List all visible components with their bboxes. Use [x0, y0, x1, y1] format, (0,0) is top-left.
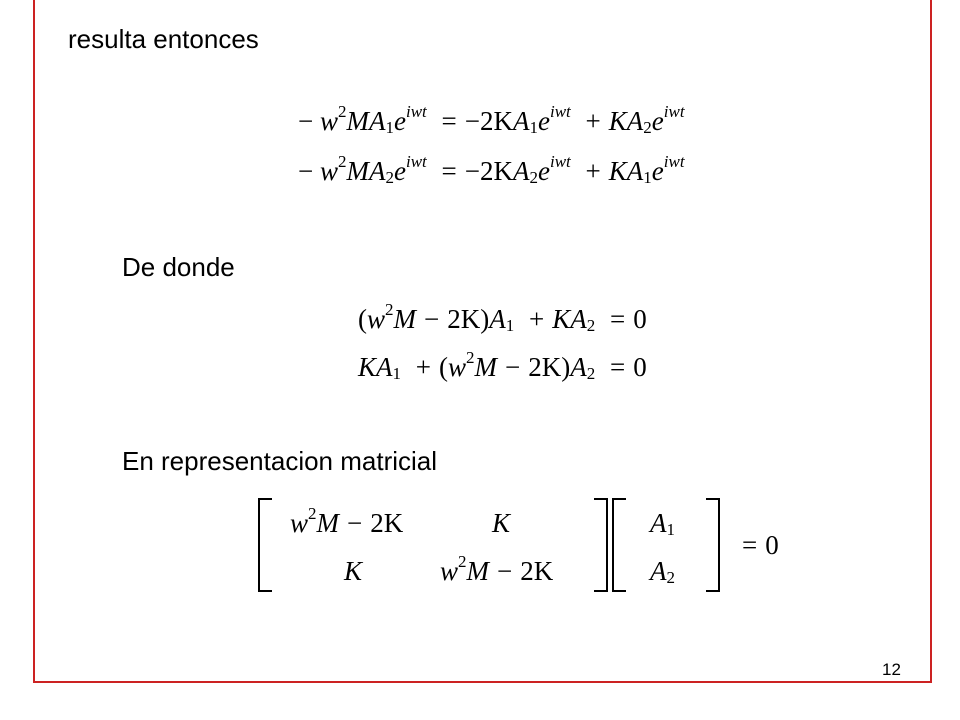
de-donde-text: De donde	[122, 252, 235, 282]
equation-2: − $w^2MA_2e^{iwt} = -2KA_2e^{iwt} + KA_1e^{iwt}$	[298, 152, 685, 187]
matrix-entry-11: $w^2M - 2K$	[290, 504, 404, 538]
vector-entry-1: $A_1$	[650, 508, 675, 539]
vector-entry-2: $A_2$	[650, 556, 675, 587]
intro-text: resulta entonces	[68, 24, 259, 54]
equation-4: $KA_1 + (w^2M - 2K)A_2 = 0$	[358, 348, 647, 383]
matrix-entry-21: K	[344, 556, 363, 586]
equation-3: $(w^2M - 2K)A_1 + KA_2 = 0$	[358, 300, 647, 335]
matrix-entry-22: $w^2M - 2K$	[440, 552, 554, 586]
vector-bracket-close	[706, 498, 720, 592]
matrix-equals-zero: = 0	[742, 530, 779, 560]
matrix-entry-12: K	[492, 508, 511, 538]
equation-1: − $w^2MA_1e^{iwt} = -2KA_1e^{iwt} + KA_2e^{iwt}$	[298, 102, 685, 137]
matrix-left-bracket-open	[258, 498, 272, 592]
matrix-text: En representacion matricial	[122, 446, 438, 476]
page-number: 12	[882, 660, 901, 679]
matrix-left-bracket-close	[594, 498, 608, 592]
vector-bracket-open	[612, 498, 626, 592]
